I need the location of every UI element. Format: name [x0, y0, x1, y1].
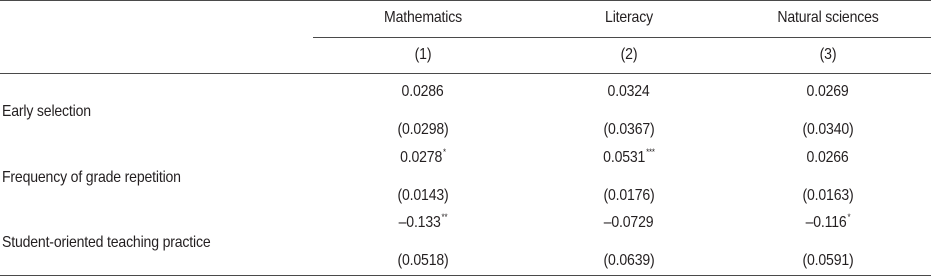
coef-natural-sciences: [740, 148, 916, 168]
se-natural-sciences: (0.0163): [802, 187, 854, 204]
coef-natural-sciences: [740, 213, 916, 233]
row-label-early-selection: Early selection: [2, 103, 91, 120]
se-natural-sciences: (0.0340): [802, 121, 854, 138]
se-literacy: (0.0367): [603, 121, 655, 138]
coef-math: [335, 213, 511, 233]
column-header-mathematics: Mathematics: [384, 9, 462, 26]
se-math: (0.0143): [397, 187, 449, 204]
coef-math: [335, 82, 511, 102]
significance-stars: *: [442, 147, 446, 157]
coef-value: 0.0286: [401, 83, 444, 100]
se-natural-sciences: (0.0591): [802, 252, 854, 269]
coef-literacy: [541, 82, 717, 102]
top-rule: [0, 0, 931, 1]
coef-value: –0.133: [398, 214, 441, 231]
significance-stars: ***: [646, 147, 655, 157]
column-number-3: (3): [819, 46, 837, 63]
column-header-natural-sciences: Natural sciences: [777, 9, 879, 26]
coef-value: –0.0729: [603, 214, 654, 231]
coef-value: 0.0278: [400, 149, 443, 166]
significance-stars: *: [847, 212, 851, 222]
coef-value: 0.0269: [806, 83, 849, 100]
se-literacy: (0.0639): [603, 252, 655, 269]
significance-stars: **: [441, 212, 448, 222]
coef-natural-sciences: [740, 82, 916, 102]
row-label-student-oriented-teaching: Student-oriented teaching practice: [2, 234, 211, 251]
se-literacy: (0.0176): [603, 187, 655, 204]
se-math: (0.0518): [397, 252, 449, 269]
column-number-2: (2): [620, 46, 638, 63]
coef-value: 0.0266: [806, 149, 849, 166]
coef-math: [335, 148, 511, 168]
coef-literacy: [541, 148, 717, 168]
column-number-1: (1): [414, 46, 432, 63]
coef-value: –0.116: [805, 214, 847, 231]
coef-value: 0.0531: [603, 149, 646, 166]
header-bottom-rule: [0, 73, 931, 74]
column-header-literacy: Literacy: [605, 9, 653, 26]
se-math: (0.0298): [397, 121, 449, 138]
coef-literacy: [541, 213, 717, 233]
coef-value: 0.0324: [607, 83, 650, 100]
column-header-rule: [313, 37, 931, 38]
row-label-grade-repetition: Frequency of grade repetition: [2, 169, 181, 186]
